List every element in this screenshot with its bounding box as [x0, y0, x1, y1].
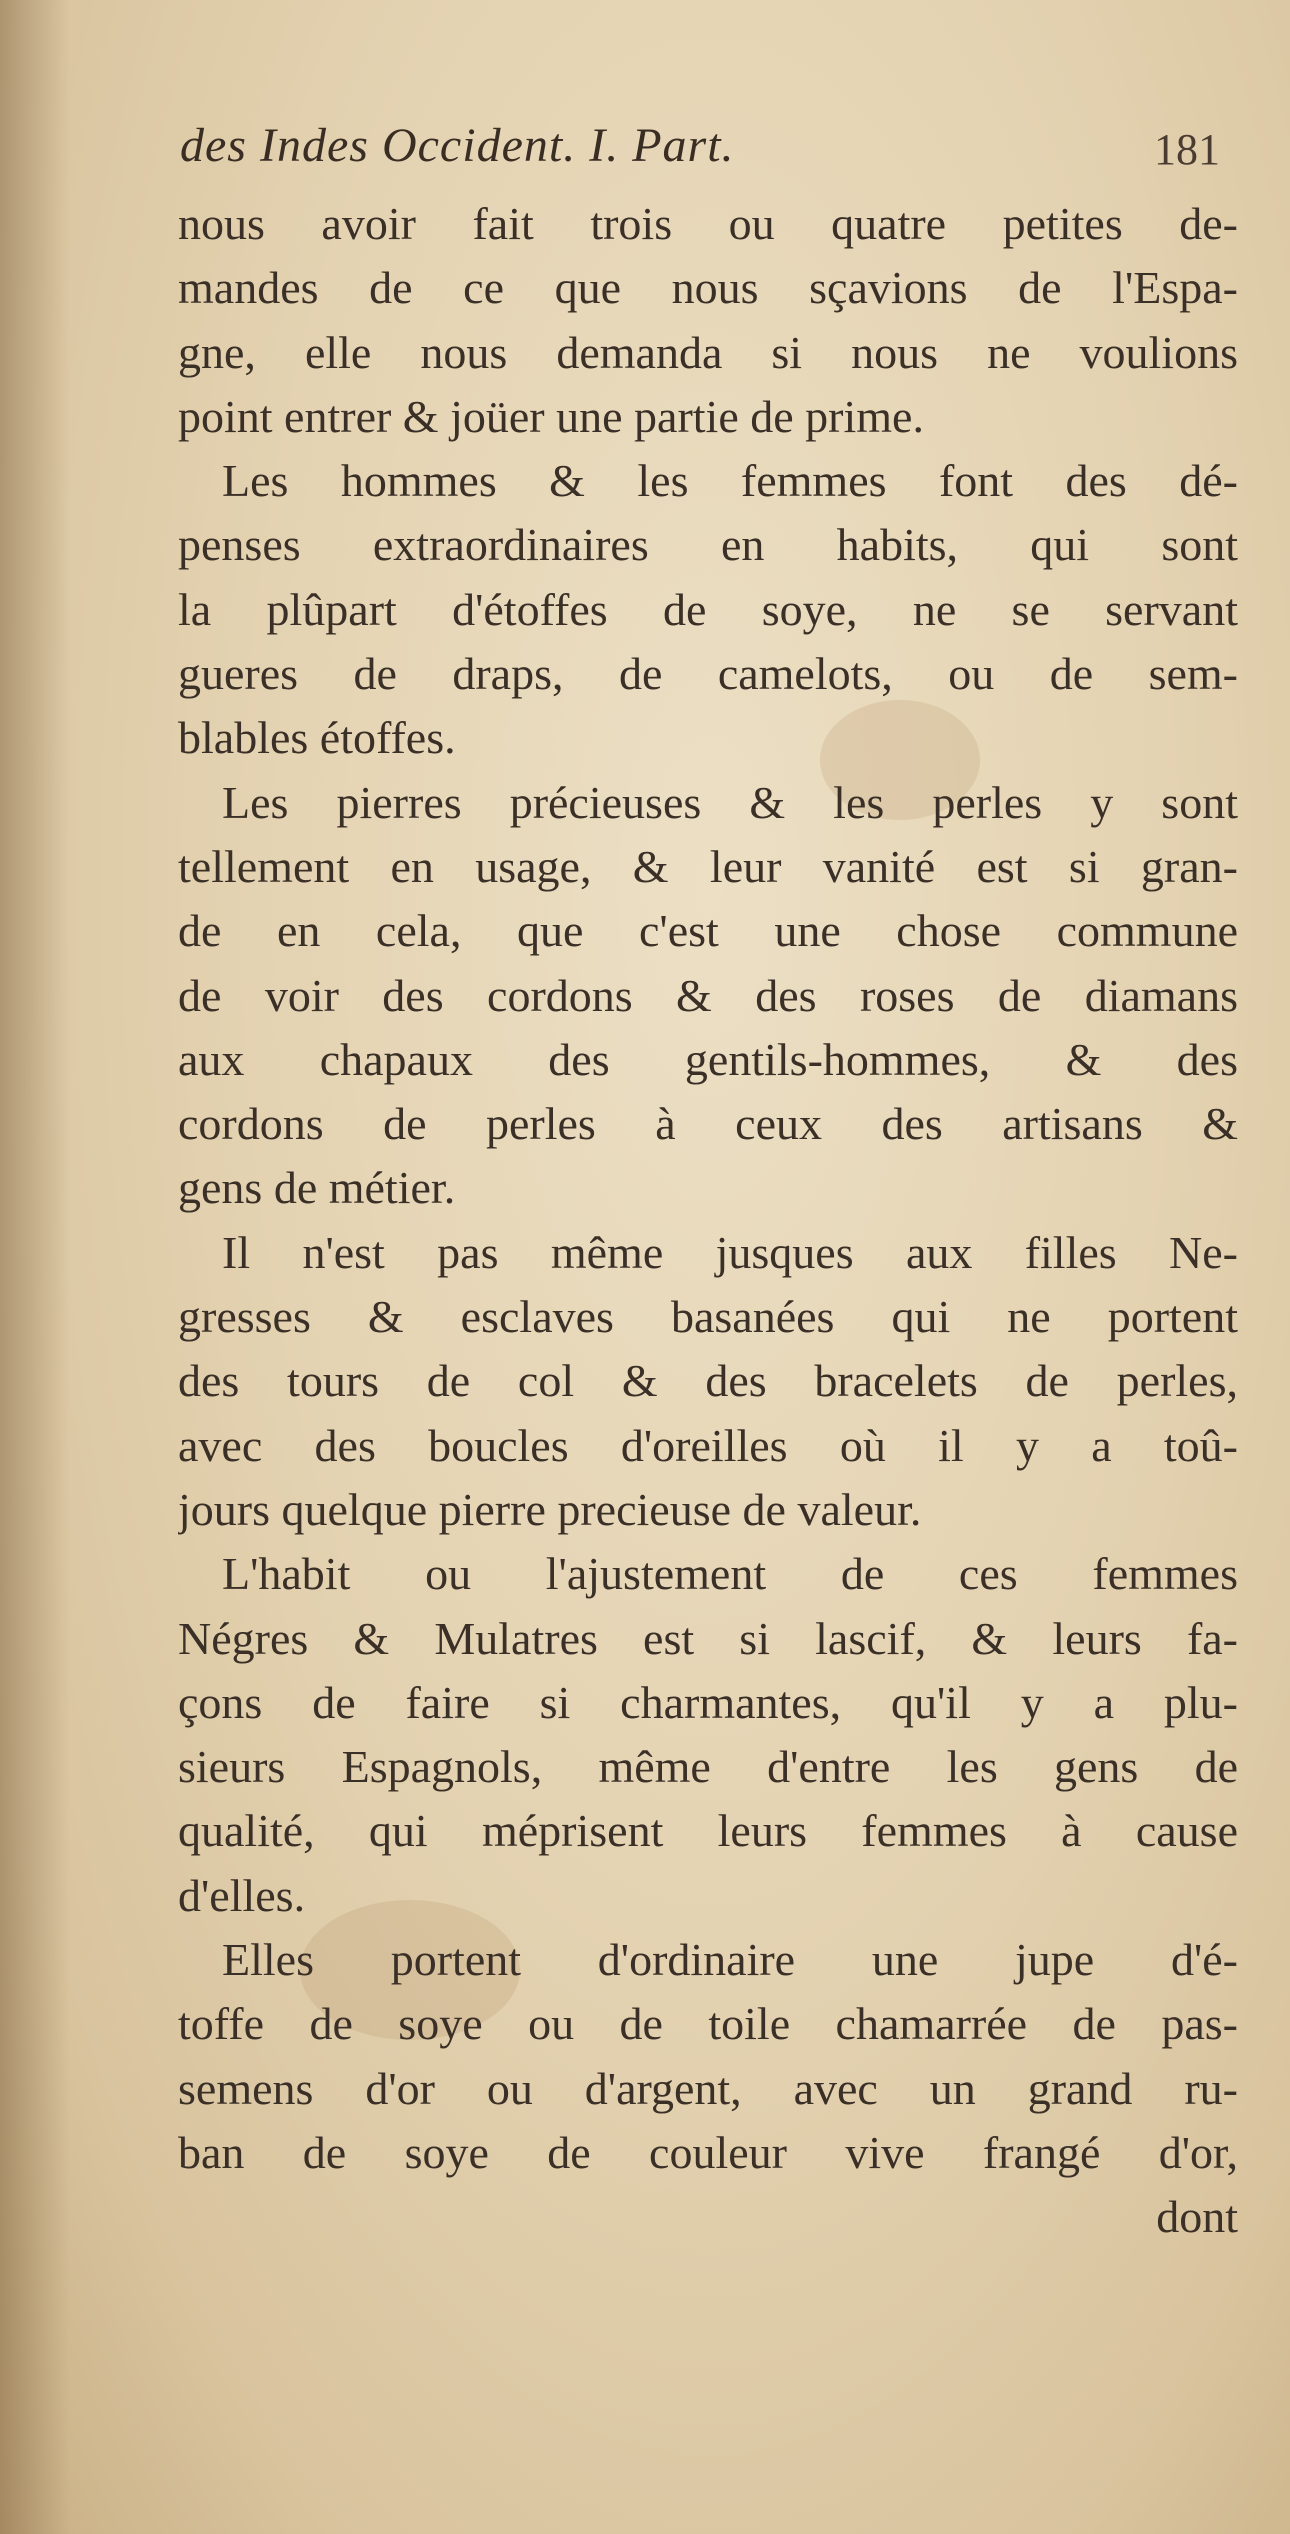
text-line: ban de soye de couleur vive frangé d'or, [178, 2126, 1238, 2178]
text-line: nous avoir fait trois ou quatre petites de- [178, 198, 1238, 249]
text-line: avec des boucles d'oreilles où il y a toû- [178, 1419, 1238, 1471]
text-line: qualité, qui méprisent leurs femmes à cause [178, 1805, 1238, 1857]
text-line: de en cela, que c'est une chose commune [178, 905, 1238, 957]
text-line: gresses & esclaves basanées qui ne portent [178, 1291, 1238, 1343]
text-line: gens de métier. [178, 1162, 456, 1214]
text-line: tellement en usage, & leur vanité est si gran- [178, 840, 1238, 892]
text-line: semens d'or ou d'argent, avec un grand ru- [178, 2062, 1238, 2114]
text-line: dont [1156, 2191, 1238, 2243]
text-line: Les pierres précieuses & les perles y sont [222, 776, 1238, 828]
text-line: point entrer & joüer une partie de prime. [178, 390, 924, 442]
text-line: Négres & Mulatres est si lascif, & leurs fa- [178, 1612, 1238, 1664]
text-line: cordons de perles à ceux des artisans & [178, 1098, 1238, 1150]
text-line: la plûpart d'étoffes de soye, ne se servant [178, 583, 1238, 635]
text-line: sieurs Espagnols, même d'entre les gens de [178, 1741, 1238, 1793]
page-header [180, 118, 1240, 188]
text-line: toffe de soye ou de toile chamarrée de pas- [178, 1998, 1238, 2050]
text-line: de voir des cordons & des roses de diamans [178, 969, 1238, 1021]
text-line: gueres de draps, de camelots, ou de sem- [178, 648, 1238, 700]
text-line: d'elles. [178, 1869, 306, 1921]
body-text [178, 192, 1238, 2250]
text-line: jours quelque pierre precieuse de valeur. [178, 1483, 922, 1535]
running-head: des Indes Occident. I. Part. [180, 119, 735, 172]
text-line: mandes de ce que nous sçavions de l'Espa- [178, 262, 1238, 314]
text-line: aux chapaux des gentils-hommes, & des [178, 1033, 1238, 1085]
text-line: blables étoffes. [178, 712, 456, 764]
text-line: Les hommes & les femmes font des dé- [222, 455, 1238, 507]
text-line: L'habit ou l'ajustement de ces femmes [222, 1548, 1238, 1600]
text-line: çons de faire si charmantes, qu'il y a plu- [178, 1676, 1238, 1728]
page-gutter-shadow [0, 0, 70, 2534]
text-line: Elles portent d'ordinaire une jupe d'é- [222, 1934, 1238, 1986]
page-number: 181 [1154, 125, 1220, 174]
text-line: Il n'est pas même jusques aux filles Ne- [222, 1226, 1238, 1278]
text-line: des tours de col & des bracelets de perles, [178, 1355, 1238, 1407]
text-line: gne, elle nous demanda si nous ne voulions [178, 326, 1238, 378]
text-line: penses extraordinaires en habits, qui sont [178, 519, 1238, 571]
